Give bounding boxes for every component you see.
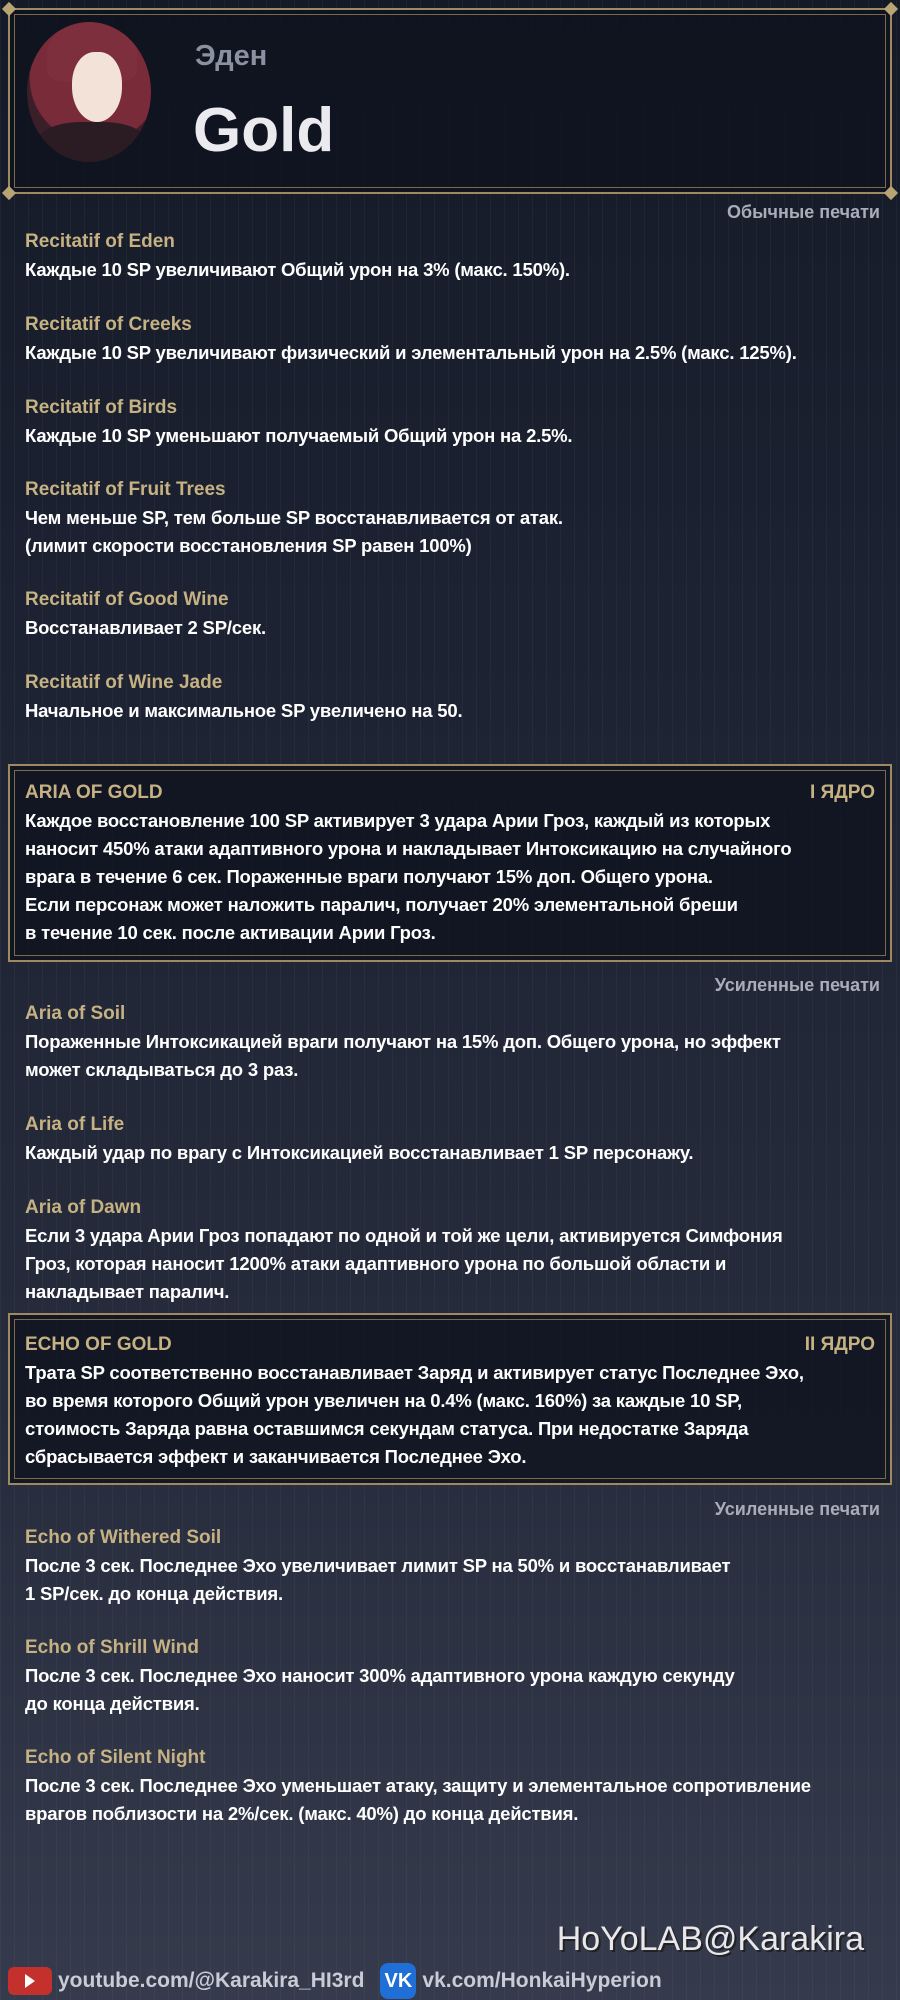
description-line: Каждые 10 SP увеличивают Общий урон на 3% (макс. 150%). <box>25 259 570 280</box>
description-line: наносит 450% атаки адаптивного урона и накладывает Интоксикацию на случайного <box>25 838 792 859</box>
description-line: Пораженные Интоксикацией враги получают на 15% доп. Общего урона, но эффект <box>25 1031 781 1052</box>
description-line: Каждый удар по врагу с Интоксикацией восстанавливает 1 SP персонажу. <box>25 1142 694 1163</box>
footer-links <box>8 1963 662 1999</box>
description-line: Восстанавливает 2 SP/сек. <box>25 617 266 638</box>
seal-item <box>25 311 880 367</box>
core2-block <box>25 1331 875 1471</box>
seal-item <box>25 669 880 725</box>
description-line: во время которого Общий урон увеличен на 0.4% (макс. 160%) за каждые 10 SP, <box>25 1390 742 1411</box>
youtube-icon <box>8 1967 52 1995</box>
core1-tag: I ЯДРО <box>810 782 875 803</box>
seal-item <box>25 394 880 450</box>
seal-item <box>25 1111 880 1167</box>
seal-title: Recitatif of Wine Jade <box>25 672 223 693</box>
seal-title: Recitatif of Eden <box>25 231 175 252</box>
hoyolab-watermark: HoYoLAB@Karakira <box>556 1920 864 1958</box>
vk-link[interactable]: vk.com/HonkaiHyperion <box>422 1969 662 1992</box>
seal-title: Recitatif of Creeks <box>25 314 192 335</box>
description-line: в течение 10 сек. после активации Арии Гроз. <box>25 922 436 943</box>
description-line: врага в течение 6 сек. Пораженные враги получают 15% доп. Общего урона. <box>25 866 713 887</box>
section-label-enhanced-1: Усиленные печати <box>714 975 880 995</box>
description-line: После 3 сек. Последнее Эхо уменьшает атаку, защиту и элементальное сопротивление <box>25 1775 811 1796</box>
seal-title: Aria of Dawn <box>25 1197 142 1218</box>
description-line: Если 3 удара Арии Гроз попадают по одной и той же цели, активируется Симфония <box>25 1225 783 1246</box>
description-line: врагов поблизости на 2%/сек. (макс. 40%) до конца действия. <box>25 1803 579 1824</box>
description-line: может складываться до 3 раз. <box>25 1059 299 1080</box>
description-line: накладывает паралич. <box>25 1281 230 1302</box>
description-line: 1 SP/сек. до конца действия. <box>25 1583 283 1604</box>
frame-corner-ornament <box>884 186 898 200</box>
seal-item <box>25 1744 880 1828</box>
seal-item <box>25 586 880 642</box>
seal-item <box>25 476 880 560</box>
description-line: Гроз, которая наносит 1200% атаки адаптивного урона по большой области и <box>25 1253 727 1274</box>
character-name: Эден <box>195 40 268 72</box>
core2-title: ECHO OF GOLD <box>25 1334 172 1355</box>
seal-item <box>25 1194 880 1306</box>
core1-block <box>25 779 875 947</box>
seal-item <box>25 1524 880 1608</box>
description-line: до конца действия. <box>25 1693 200 1714</box>
description-line: Трата SP соответственно восстанавливает Заряд и активирует статус Последнее Эхо, <box>25 1362 804 1383</box>
description-line: После 3 сек. Последнее Эхо увеличивает лимит SP на 50% и восстанавливает <box>25 1555 731 1576</box>
seal-item <box>25 1634 880 1718</box>
seal-title: Recitatif of Birds <box>25 397 178 418</box>
youtube-link[interactable]: youtube.com/@Karakira_HI3rd <box>58 1969 365 1992</box>
core1-title: ARIA OF GOLD <box>25 782 163 803</box>
core2-tag: II ЯДРО <box>804 1334 875 1355</box>
description-line: Чем меньше SP, тем больше SP восстанавливается от атак. <box>25 507 563 528</box>
character-avatar <box>27 22 151 162</box>
description-line: Если персонаж может наложить паралич, получает 20% элементальной бреши <box>25 894 738 915</box>
set-title: Gold <box>193 96 335 165</box>
seal-title: Echo of Withered Soil <box>25 1527 222 1548</box>
seal-title: Aria of Life <box>25 1114 125 1135</box>
seal-title: Aria of Soil <box>25 1003 126 1024</box>
description-line: После 3 сек. Последнее Эхо наносит 300% адаптивного урона каждую секунду <box>25 1665 735 1686</box>
description-line: стоимость Заряда равна оставшимся секундам статуса. При недостатке Заряда <box>25 1418 749 1439</box>
section-label-normal: Обычные печати <box>727 202 880 222</box>
seal-title: Echo of Shrill Wind <box>25 1637 199 1658</box>
description-line: сбрасывается эффект и заканчивается Последнее Эхо. <box>25 1446 527 1467</box>
description-line: Каждое восстановление 100 SP активирует 3 удара Арии Гроз, каждый из которых <box>25 810 771 831</box>
vk-icon: VK <box>380 1963 416 1999</box>
frame-corner-ornament <box>2 186 16 200</box>
frame-corner-ornament <box>884 2 898 16</box>
description-line: Каждые 10 SP уменьшают получаемый Общий урон на 2.5%. <box>25 425 573 446</box>
seal-title: Recitatif of Fruit Trees <box>25 479 226 500</box>
description-line: Каждые 10 SP увеличивают физический и элементальный урон на 2.5% (макс. 125%). <box>25 342 797 363</box>
frame-corner-ornament <box>2 2 16 16</box>
seal-title: Recitatif of Good Wine <box>25 589 229 610</box>
seal-item <box>25 1000 880 1084</box>
description-line: Начальное и максимальное SP увеличено на 50. <box>25 700 463 721</box>
section-label-enhanced-2: Усиленные печати <box>714 1499 880 1519</box>
seal-title: Echo of Silent Night <box>25 1747 206 1768</box>
description-line: (лимит скорости восстановления SP равен 100%) <box>25 535 472 556</box>
seal-item <box>25 228 880 284</box>
